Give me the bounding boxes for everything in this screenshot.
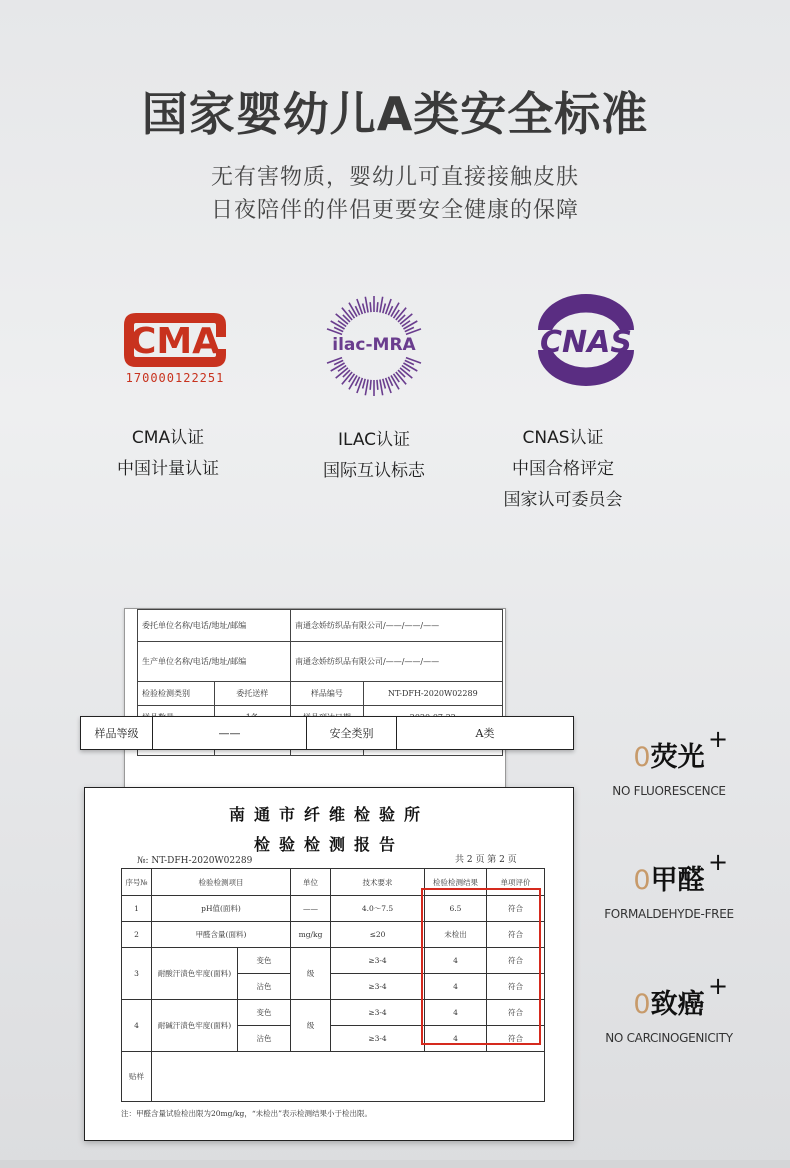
feature-zero: 0 — [633, 742, 651, 773]
ilac-ray — [365, 379, 368, 395]
table-cell: 级 — [291, 948, 331, 1000]
ilac-ray — [349, 303, 357, 317]
table-cell: mg/kg — [291, 922, 331, 948]
cert-cnas-desc-1: 中国合格评定 — [512, 459, 614, 479]
table-cell: —— — [291, 896, 331, 922]
table-header: 单位 — [291, 869, 331, 896]
plus-icon: + — [708, 972, 729, 1000]
ilac-ray — [349, 375, 357, 389]
table-row — [122, 1052, 545, 1102]
feature-no-fluorescence — [604, 725, 734, 798]
table-cell: 符合 — [487, 1000, 545, 1026]
cert-ilac-title: ILAC认证 — [337, 430, 411, 450]
table-header: 检验检测结果 — [425, 869, 487, 896]
table-cell: 耐酸汗渍色牢度(面料) — [152, 948, 238, 1000]
feature-title: 荧光 — [650, 742, 705, 773]
ilac-ray — [377, 302, 378, 312]
ilac-ray — [383, 379, 386, 389]
feature-title: 致癌 — [650, 989, 705, 1020]
table-cell: ≥3-4 — [331, 974, 425, 1000]
ilac-ray — [383, 303, 386, 313]
table-cell: 沾色 — [238, 974, 291, 1000]
table-cell: 4.0～7.5 — [331, 896, 425, 922]
report-number: №: NT-DFH-2020W02289 — [137, 856, 253, 866]
ilac-ray — [403, 321, 417, 329]
ilac-ray — [331, 363, 345, 371]
table-cell: 2 — [122, 922, 152, 948]
feature-no-carcinogenicity — [604, 972, 734, 1045]
table-header: 检验检测项目 — [152, 869, 291, 896]
table-cell: 变色 — [238, 1000, 291, 1026]
table-cell: 符合 — [487, 922, 545, 948]
table-cell: 6.5 — [425, 896, 487, 922]
subtitle-line-1: 无有害物质，婴幼儿可直接接触皮肤 — [210, 165, 579, 190]
table-cell: 1 — [122, 896, 152, 922]
ilac-ray — [391, 375, 399, 389]
table-header: 单项评价 — [487, 869, 545, 896]
strip-cell: 样品等级 — [81, 717, 153, 749]
strip-cell: 安全类别 — [307, 717, 397, 749]
cert-cnas-desc-2: 国家认可委员会 — [503, 490, 623, 510]
ilac-ray — [331, 321, 345, 329]
ilac-ray — [370, 302, 371, 312]
ilac-ray — [370, 380, 371, 390]
table-cell: 符合 — [487, 974, 545, 1000]
back-doc-cell: 检验检测类别 — [138, 682, 215, 706]
plus-icon: + — [708, 725, 729, 753]
sample-area — [152, 1052, 545, 1102]
plus-icon: + — [708, 848, 729, 876]
cma-logo-text: CMA — [129, 321, 221, 362]
strip-cell: —— — [153, 717, 307, 749]
strip-cell: A类 — [475, 727, 495, 740]
back-doc-cell: 样品编号 — [291, 682, 364, 706]
table-cell: 4 — [122, 1000, 152, 1052]
back-document — [124, 608, 506, 788]
table-cell: 级 — [291, 1000, 331, 1052]
cma-number: 170000122251 — [125, 371, 225, 385]
table-cell: ≥3-4 — [331, 1026, 425, 1052]
report-title: 检验检测报告 — [253, 835, 404, 854]
table-cell: 4 — [425, 1026, 487, 1052]
feature-zero: 0 — [633, 865, 651, 896]
back-doc-cell: 南通念娇纺织品有限公司/——/——/—— — [291, 642, 503, 682]
sample-grade-strip — [80, 716, 574, 750]
back-doc-cell: 生产单位名称/电话/地址/邮编 — [138, 642, 291, 682]
ilac-ray — [391, 303, 399, 317]
ilac-ray — [363, 303, 366, 313]
ilac-ray — [403, 363, 417, 371]
cert-cnas — [488, 423, 638, 516]
feature-title: 甲醛 — [650, 865, 705, 896]
table-cell: 符合 — [487, 896, 545, 922]
table-cell: 4 — [425, 948, 487, 974]
table-cell: 4 — [425, 974, 487, 1000]
ilac-mra-logo — [320, 292, 428, 400]
table-cell: 4 — [425, 1000, 487, 1026]
report-page-info: 共 2 页 第 2 页 — [455, 855, 517, 865]
table-cell: ≥3-4 — [331, 1000, 425, 1026]
table-cell: 未检出 — [425, 922, 487, 948]
table-cell: 符合 — [487, 1026, 545, 1052]
report-org: 南通市纤维检验所 — [228, 805, 429, 824]
ilac-ray — [380, 379, 383, 395]
cert-ilac-desc: 国际互认标志 — [323, 461, 425, 481]
bottom-divider — [0, 1160, 790, 1168]
ilac-logo-text: ilac-MRA — [332, 335, 416, 355]
cert-cma — [98, 423, 238, 485]
back-doc-cell: 委托单位名称/电话/地址/邮编 — [138, 610, 291, 642]
table-cell: ≤20 — [331, 922, 425, 948]
back-doc-cell: 南通念娇纺织品有限公司/——/——/—— — [291, 610, 503, 642]
table-cell: 沾色 — [238, 1026, 291, 1052]
table-header: 序号№ — [122, 869, 152, 896]
cert-ilac — [304, 425, 444, 487]
cert-cma-desc: 中国计量认证 — [117, 459, 219, 479]
back-doc-cell: NT-DFH-2020W02289 — [363, 682, 502, 706]
cnas-logo — [522, 290, 650, 390]
feature-en: NO CARCINOGENICITY — [605, 1031, 733, 1045]
subtitle-line-2: 日夜陪伴的伴侣更要安全健康的保障 — [210, 198, 579, 223]
page-title: 国家婴幼儿A类安全标准 — [141, 87, 649, 141]
ilac-ray — [365, 297, 368, 313]
report-note: 注：甲醛含量试验检出限为20mg/kg，“未检出”表示检测结果小于检出限。 — [121, 1109, 372, 1118]
table-cell: 贴样 — [122, 1052, 152, 1102]
back-doc-cell: 委托送样 — [214, 682, 291, 706]
ilac-ray — [363, 379, 366, 389]
feature-en: FORMALDEHYDE-FREE — [604, 907, 734, 921]
table-cell: 耐碱汗渍色牢度(面料) — [152, 1000, 238, 1052]
feature-zero: 0 — [633, 989, 651, 1020]
table-header: 技术要求 — [331, 869, 425, 896]
table-cell: 变色 — [238, 948, 291, 974]
cnas-logo-text: CNAS — [540, 325, 632, 360]
table-cell: pH值(面料) — [152, 896, 291, 922]
ilac-ray — [380, 297, 383, 313]
feature-formaldehyde-free — [604, 848, 734, 921]
feature-en: NO FLUORESCENCE — [612, 784, 726, 798]
table-cell: 甲醛含量(面料) — [152, 922, 291, 948]
cert-cma-title: CMA认证 — [131, 428, 205, 448]
results-highlight-box — [421, 888, 541, 1045]
table-cell: 符合 — [487, 948, 545, 974]
ilac-ray — [377, 380, 378, 390]
table-cell: ≥3-4 — [331, 948, 425, 974]
cert-cnas-title: CNAS认证 — [522, 428, 604, 448]
table-cell: 3 — [122, 948, 152, 1000]
